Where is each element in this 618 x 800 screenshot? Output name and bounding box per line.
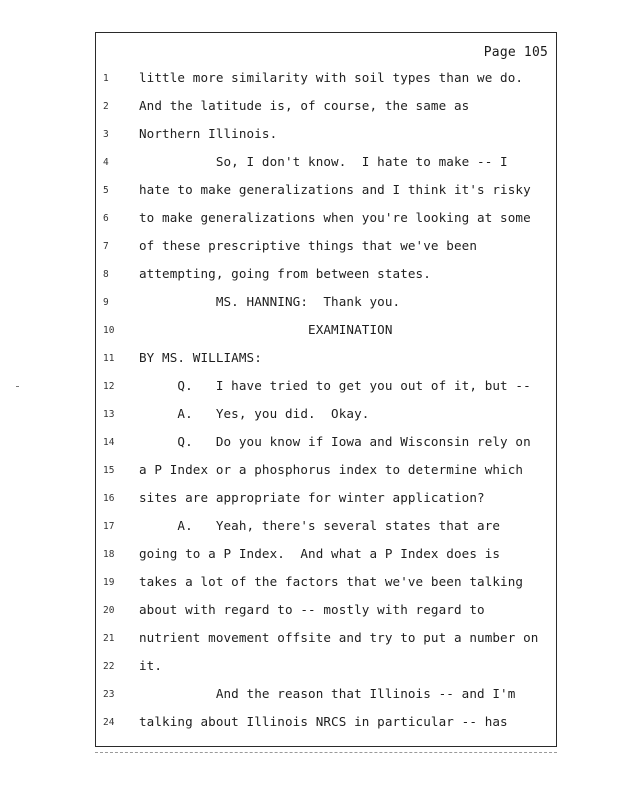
transcript-line bbox=[96, 182, 556, 213]
transcript-line bbox=[96, 238, 556, 269]
transcript-line bbox=[96, 266, 556, 297]
line-number: 21 bbox=[103, 633, 115, 644]
line-text: to make generalizations when you're looking at some bbox=[139, 210, 531, 225]
line-text: sites are appropriate for winter application? bbox=[139, 490, 485, 505]
transcript-line bbox=[96, 154, 556, 185]
line-text: takes a lot of the factors that we've been talking bbox=[139, 574, 524, 589]
line-number: 14 bbox=[103, 437, 115, 448]
line-text: of these prescriptive things that we've been bbox=[139, 238, 478, 253]
line-number: 19 bbox=[103, 577, 115, 588]
line-text: EXAMINATION bbox=[139, 322, 393, 337]
line-text: little more similarity with soil types than we do. bbox=[139, 70, 524, 85]
transcript-line bbox=[96, 126, 556, 157]
transcript-line bbox=[96, 490, 556, 521]
transcript-line bbox=[96, 602, 556, 633]
line-text: hate to make generalizations and I think it's risky bbox=[139, 182, 531, 197]
line-number: 8 bbox=[103, 269, 109, 280]
line-number: 7 bbox=[103, 241, 109, 252]
transcript-line bbox=[96, 378, 556, 409]
transcript-line bbox=[96, 98, 556, 129]
line-number: 17 bbox=[103, 521, 115, 532]
transcript-line bbox=[96, 294, 556, 325]
page-number: Page 105 bbox=[483, 45, 548, 60]
line-number: 18 bbox=[103, 549, 115, 560]
transcript-line bbox=[96, 686, 556, 717]
line-number: 10 bbox=[103, 325, 115, 336]
line-text: MS. HANNING: Thank you. bbox=[139, 294, 401, 309]
line-text: talking about Illinois NRCS in particular -- has bbox=[139, 714, 508, 729]
line-text: a P Index or a phosphorus index to determine which bbox=[139, 462, 524, 477]
line-number: 9 bbox=[103, 297, 109, 308]
line-text: A. Yeah, there's several states that are bbox=[139, 518, 501, 533]
line-text: nutrient movement offsite and try to put a number on bbox=[139, 630, 539, 645]
transcript-line bbox=[96, 518, 556, 549]
line-number: 15 bbox=[103, 465, 115, 476]
transcript-line bbox=[96, 630, 556, 661]
transcript-line bbox=[96, 70, 556, 101]
line-text: And the latitude is, of course, the same as bbox=[139, 98, 470, 113]
transcript-line bbox=[96, 658, 556, 689]
transcript-line bbox=[96, 574, 556, 605]
line-text: about with regard to -- mostly with regard to bbox=[139, 602, 485, 617]
transcript-line bbox=[96, 462, 556, 493]
transcript-line bbox=[96, 546, 556, 577]
transcript-line bbox=[96, 434, 556, 465]
line-number: 3 bbox=[103, 129, 109, 140]
transcript-line bbox=[96, 406, 556, 437]
scan-artifact-mark bbox=[16, 386, 19, 387]
line-number: 23 bbox=[103, 689, 115, 700]
line-number: 22 bbox=[103, 661, 115, 672]
transcript-line bbox=[96, 350, 556, 381]
line-text: BY MS. WILLIAMS: bbox=[139, 350, 262, 365]
line-text: Q. Do you know if Iowa and Wisconsin rely on bbox=[139, 434, 531, 449]
line-number: 24 bbox=[103, 717, 115, 728]
line-number: 11 bbox=[103, 353, 115, 364]
line-text: going to a P Index. And what a P Index does is bbox=[139, 546, 501, 561]
line-number: 16 bbox=[103, 493, 115, 504]
line-text: it. bbox=[139, 658, 163, 673]
line-text: attempting, going from between states. bbox=[139, 266, 431, 281]
line-text: Q. I have tried to get you out of it, but -- bbox=[139, 378, 531, 393]
line-text: Northern Illinois. bbox=[139, 126, 278, 141]
line-text: A. Yes, you did. Okay. bbox=[139, 406, 370, 421]
line-number: 4 bbox=[103, 157, 109, 168]
line-number: 12 bbox=[103, 381, 115, 392]
transcript-line bbox=[96, 210, 556, 241]
line-number: 20 bbox=[103, 605, 115, 616]
line-number: 1 bbox=[103, 73, 109, 84]
line-number: 6 bbox=[103, 213, 109, 224]
line-number: 13 bbox=[103, 409, 115, 420]
transcript-line bbox=[96, 322, 556, 353]
transcript-page bbox=[95, 32, 557, 747]
line-number: 2 bbox=[103, 101, 109, 112]
transcript-line bbox=[96, 714, 556, 745]
line-text: And the reason that Illinois -- and I'm bbox=[139, 686, 516, 701]
line-text: So, I don't know. I hate to make -- I bbox=[139, 154, 508, 169]
line-number: 5 bbox=[103, 185, 109, 196]
bottom-rule bbox=[95, 752, 557, 753]
